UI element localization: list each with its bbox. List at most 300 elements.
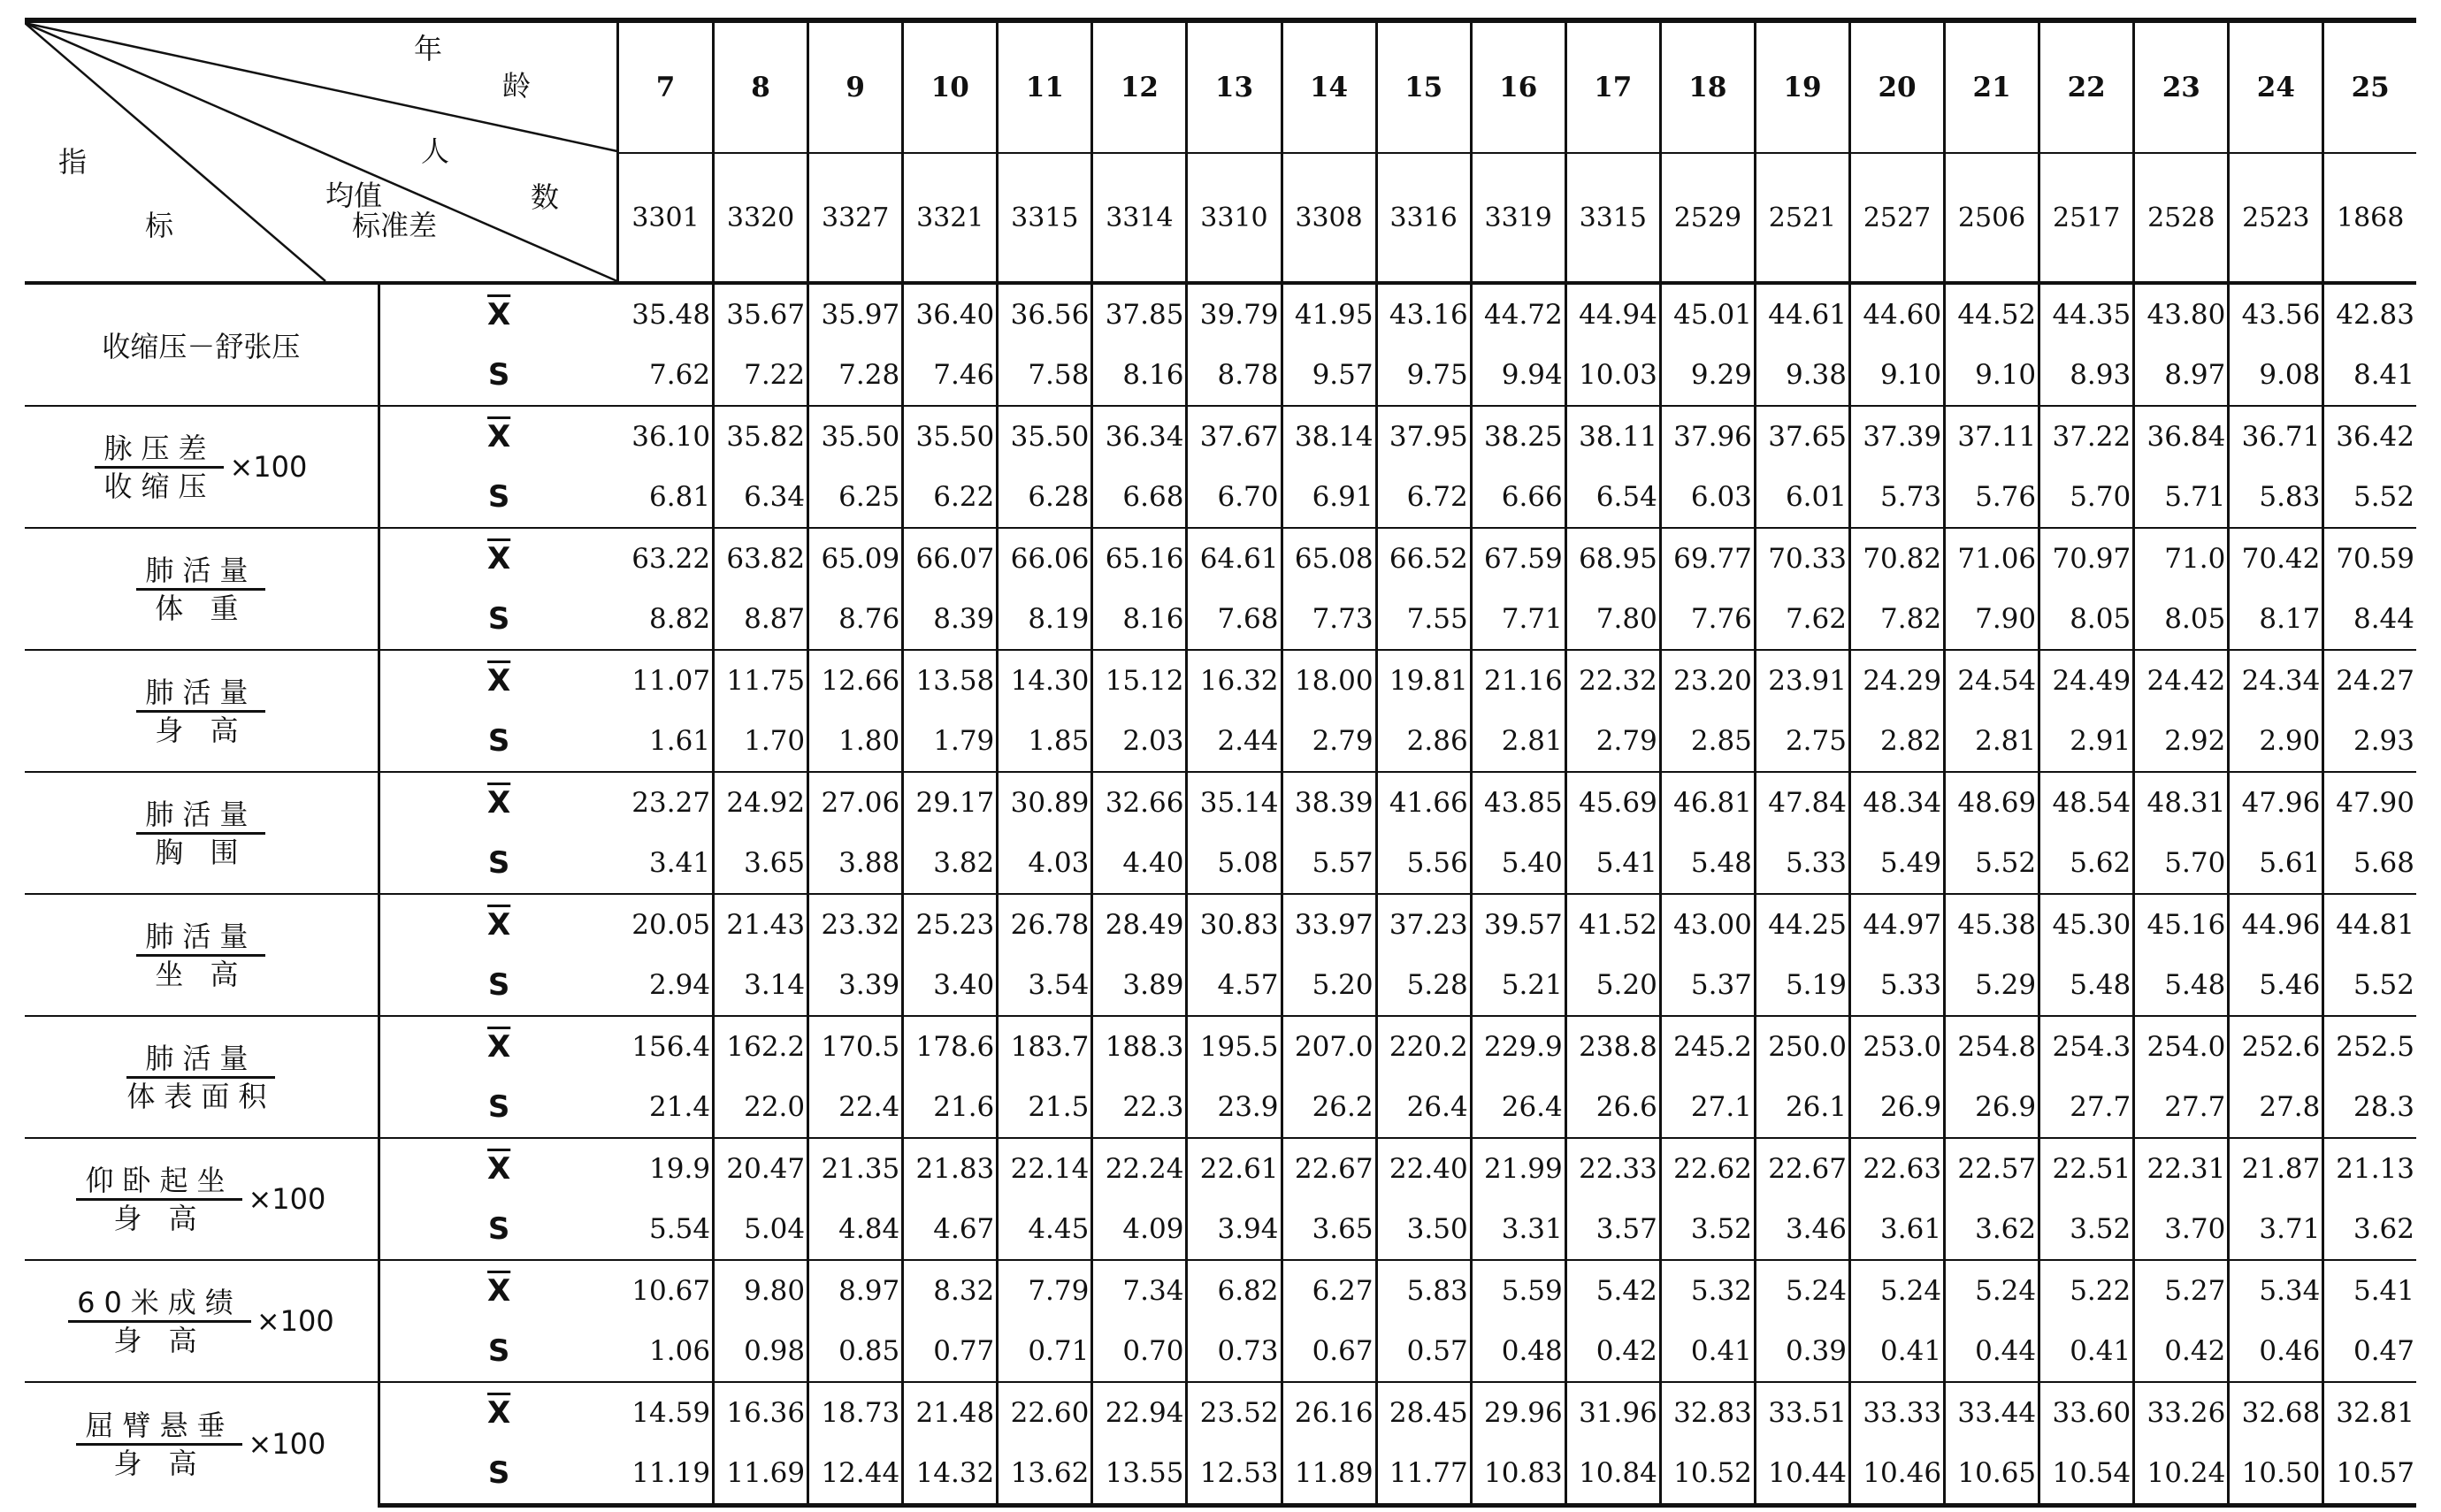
count-header-cell: 2529 [1660, 153, 1755, 283]
mean-value-cell: 23.91 [1755, 650, 1849, 711]
age-header-cell: 18 [1660, 20, 1755, 153]
mean-value-cell: 70.97 [2039, 528, 2134, 589]
sd-value-cell: 5.52 [1945, 833, 2039, 894]
sd-value-cell: 6.54 [1565, 467, 1660, 528]
mean-value-cell: 14.59 [617, 1382, 713, 1443]
sd-value-cell: 0.77 [903, 1321, 998, 1382]
sd-value-cell: 7.58 [998, 345, 1092, 406]
age-header-cell: 21 [1945, 20, 2039, 153]
index-label-cell [25, 650, 379, 772]
mean-value-cell: 10.67 [617, 1260, 713, 1321]
sd-value-cell: 11.19 [617, 1443, 713, 1506]
index-denominator: 体 重 [155, 591, 248, 625]
sd-value-cell: 6.28 [998, 467, 1092, 528]
sd-value-cell: 27.7 [2134, 1077, 2229, 1138]
sd-symbol: S [487, 601, 510, 637]
sd-stat-cell [379, 1321, 617, 1382]
sd-value-cell: 10.84 [1565, 1443, 1660, 1506]
sd-value-cell: 10.03 [1565, 345, 1660, 406]
sd-value-cell: 0.42 [1565, 1321, 1660, 1382]
mean-value-cell: 47.96 [2229, 772, 2323, 833]
mean-value-cell: 45.16 [2134, 894, 2229, 955]
mean-value-cell: 35.14 [1187, 772, 1282, 833]
sd-value-cell: 5.76 [1945, 467, 2039, 528]
sd-value-cell: 4.67 [903, 1199, 998, 1260]
mean-value-cell: 24.34 [2229, 650, 2323, 711]
mean-value-cell: 22.24 [1092, 1138, 1187, 1199]
sd-value-cell: 3.14 [714, 955, 808, 1016]
mean-symbol: $\overline{X}$ [487, 1029, 511, 1065]
sd-value-cell: 26.1 [1755, 1077, 1849, 1138]
mean-value-cell: 36.56 [998, 283, 1092, 345]
mean-value-cell: 24.27 [2323, 650, 2416, 711]
mean-value-cell: 5.41 [2323, 1260, 2416, 1321]
sd-value-cell: 0.41 [1849, 1321, 1944, 1382]
mean-value-cell: 24.29 [1849, 650, 1944, 711]
mean-value-cell: 37.65 [1755, 406, 1849, 467]
sd-value-cell: 0.57 [1376, 1321, 1471, 1382]
sd-value-cell: 5.37 [1660, 955, 1755, 1016]
sd-value-cell: 3.40 [903, 955, 998, 1016]
mean-value-cell: 21.83 [903, 1138, 998, 1199]
sd-value-cell: 5.33 [1755, 833, 1849, 894]
mean-value-cell: 48.34 [1849, 772, 1944, 833]
corner-diagonals [25, 23, 617, 281]
mean-value-cell: 15.12 [1092, 650, 1187, 711]
mean-value-cell: 32.68 [2229, 1382, 2323, 1443]
sd-value-cell: 7.82 [1849, 589, 1944, 650]
sd-value-cell: 6.72 [1376, 467, 1471, 528]
mean-value-cell: 39.57 [1471, 894, 1565, 955]
mean-value-cell: 5.83 [1376, 1260, 1471, 1321]
count-header-cell: 2517 [2039, 153, 2134, 283]
sd-value-cell: 3.82 [903, 833, 998, 894]
sd-value-cell: 10.54 [2039, 1443, 2134, 1506]
mean-value-cell: 33.26 [2134, 1382, 2229, 1443]
sd-value-cell: 9.10 [1849, 345, 1944, 406]
mean-value-cell: 22.67 [1755, 1138, 1849, 1199]
count-header-cell: 3308 [1282, 153, 1376, 283]
mean-value-cell: 22.67 [1282, 1138, 1376, 1199]
mean-symbol: $\overline{X}$ [487, 1395, 511, 1431]
index-multiplier: ×100 [229, 450, 308, 484]
mean-value-cell: 252.6 [2229, 1016, 2323, 1077]
index-label-cell [25, 528, 379, 650]
mean-value-cell: 9.80 [714, 1260, 808, 1321]
corner-sd-label: 标准差 [352, 209, 438, 242]
sd-value-cell: 3.88 [808, 833, 903, 894]
mean-value-cell: 252.5 [2323, 1016, 2416, 1077]
index-fraction [126, 1041, 275, 1114]
age-header-cell: 8 [714, 20, 808, 153]
sd-value-cell: 0.47 [2323, 1321, 2416, 1382]
mean-value-cell: 21.99 [1471, 1138, 1565, 1199]
sd-value-cell: 12.53 [1187, 1443, 1282, 1506]
count-header-cell: 2506 [1945, 153, 2039, 283]
sd-value-cell: 9.75 [1376, 345, 1471, 406]
sd-value-cell: 8.17 [2229, 589, 2323, 650]
sd-value-cell: 2.81 [1945, 711, 2039, 772]
index-label-cell [25, 1138, 379, 1260]
sd-value-cell: 0.98 [714, 1321, 808, 1382]
sd-value-cell: 3.70 [2134, 1199, 2229, 1260]
mean-value-cell: 37.96 [1660, 406, 1755, 467]
mean-value-cell: 188.3 [1092, 1016, 1187, 1077]
sd-value-cell: 5.19 [1755, 955, 1849, 1016]
sd-value-cell: 5.52 [2323, 467, 2416, 528]
sd-value-cell: 2.93 [2323, 711, 2416, 772]
table-row-mean [25, 894, 2416, 955]
sd-value-cell: 3.57 [1565, 1199, 1660, 1260]
mean-value-cell: 42.83 [2323, 283, 2416, 345]
mean-value-cell: 35.67 [714, 283, 808, 345]
sd-value-cell: 8.19 [998, 589, 1092, 650]
sd-value-cell: 5.48 [2039, 955, 2134, 1016]
table-row-mean [25, 1382, 2416, 1443]
sd-value-cell: 0.67 [1282, 1321, 1376, 1382]
sd-stat-cell [379, 711, 617, 772]
sd-value-cell: 6.81 [617, 467, 713, 528]
mean-value-cell: 5.24 [1945, 1260, 2039, 1321]
mean-value-cell: 5.32 [1660, 1260, 1755, 1321]
mean-value-cell: 18.00 [1282, 650, 1376, 711]
age-header-cell: 20 [1849, 20, 1944, 153]
sd-value-cell: 2.79 [1565, 711, 1660, 772]
sd-value-cell: 10.50 [2229, 1443, 2323, 1506]
sd-value-cell: 5.21 [1471, 955, 1565, 1016]
index-fraction [136, 675, 265, 748]
mean-symbol: $\overline{X}$ [487, 785, 511, 821]
index-numerator: 肺活量 [136, 675, 265, 713]
sd-value-cell: 5.29 [1945, 955, 2039, 1016]
sd-stat-cell [379, 467, 617, 528]
table-row-mean [25, 406, 2416, 467]
sd-symbol: S [487, 357, 510, 393]
mean-stat-cell [379, 406, 617, 467]
mean-value-cell: 41.95 [1282, 283, 1376, 345]
sd-value-cell: 7.62 [1755, 589, 1849, 650]
sd-value-cell: 5.20 [1565, 955, 1660, 1016]
mean-value-cell: 170.5 [808, 1016, 903, 1077]
sd-value-cell: 9.08 [2229, 345, 2323, 406]
sd-value-cell: 12.44 [808, 1443, 903, 1506]
sd-value-cell: 9.10 [1945, 345, 2039, 406]
mean-value-cell: 22.33 [1565, 1138, 1660, 1199]
sd-value-cell: 3.52 [2039, 1199, 2134, 1260]
mean-value-cell: 43.00 [1660, 894, 1755, 955]
sd-value-cell: 3.65 [714, 833, 808, 894]
index-denominator: 身 高 [155, 713, 248, 747]
age-header-cell: 12 [1092, 20, 1187, 153]
mean-value-cell: 30.89 [998, 772, 1092, 833]
sd-value-cell: 8.16 [1092, 589, 1187, 650]
mean-value-cell: 7.79 [998, 1260, 1092, 1321]
table-row-mean [25, 1016, 2416, 1077]
sd-value-cell: 21.4 [617, 1077, 713, 1138]
sd-value-cell: 10.46 [1849, 1443, 1944, 1506]
mean-value-cell: 156.4 [617, 1016, 713, 1077]
sd-value-cell: 1.61 [617, 711, 713, 772]
mean-value-cell: 44.60 [1849, 283, 1944, 345]
mean-value-cell: 5.59 [1471, 1260, 1565, 1321]
sd-value-cell: 26.4 [1471, 1077, 1565, 1138]
index-multiplier: ×100 [256, 1304, 334, 1338]
corner-mean-label: 均值 [325, 179, 383, 212]
mean-value-cell: 45.38 [1945, 894, 2039, 955]
count-header-cell: 1868 [2323, 153, 2416, 283]
mean-value-cell: 47.84 [1755, 772, 1849, 833]
mean-value-cell: 32.81 [2323, 1382, 2416, 1443]
statistics-table-sheet [25, 18, 2416, 1508]
sd-value-cell: 0.70 [1092, 1321, 1187, 1382]
sd-value-cell: 7.28 [808, 345, 903, 406]
mean-value-cell: 66.52 [1376, 528, 1471, 589]
index-numerator: 屈臂悬垂 [76, 1408, 242, 1446]
mean-value-cell: 13.58 [903, 650, 998, 711]
table-row-sd [25, 589, 2416, 650]
sd-value-cell: 8.97 [2134, 345, 2229, 406]
sd-value-cell: 10.65 [1945, 1443, 2039, 1506]
sd-stat-cell [379, 1199, 617, 1260]
mean-value-cell: 32.83 [1660, 1382, 1755, 1443]
sd-value-cell: 5.48 [1660, 833, 1755, 894]
sd-value-cell: 7.76 [1660, 589, 1755, 650]
index-numerator: 仰卧起坐 [76, 1163, 242, 1201]
index-label-cell [25, 283, 379, 406]
sd-value-cell: 1.06 [617, 1321, 713, 1382]
sd-value-cell: 5.08 [1187, 833, 1282, 894]
statistics-table [25, 18, 2416, 1508]
sd-value-cell: 3.46 [1755, 1199, 1849, 1260]
mean-value-cell: 22.57 [1945, 1138, 2039, 1199]
mean-value-cell: 43.16 [1376, 283, 1471, 345]
mean-value-cell: 63.22 [617, 528, 713, 589]
sd-value-cell: 27.7 [2039, 1077, 2134, 1138]
sd-value-cell: 5.83 [2229, 467, 2323, 528]
mean-value-cell: 47.90 [2323, 772, 2416, 833]
mean-value-cell: 43.80 [2134, 283, 2229, 345]
index-label-cell [25, 1016, 379, 1138]
count-header-cell: 2523 [2229, 153, 2323, 283]
sd-value-cell: 10.57 [2323, 1443, 2416, 1506]
mean-stat-cell [379, 1260, 617, 1321]
sd-value-cell: 8.16 [1092, 345, 1187, 406]
mean-value-cell: 183.7 [998, 1016, 1092, 1077]
mean-value-cell: 162.2 [714, 1016, 808, 1077]
corner-count-label-2: 数 [531, 180, 560, 214]
count-header-cell: 3320 [714, 153, 808, 283]
sd-symbol: S [487, 1211, 510, 1247]
index-label-cell [25, 894, 379, 1016]
sd-value-cell: 26.9 [1849, 1077, 1944, 1138]
mean-value-cell: 71.06 [1945, 528, 2039, 589]
sd-value-cell: 8.78 [1187, 345, 1282, 406]
sd-value-cell: 4.84 [808, 1199, 903, 1260]
sd-value-cell: 5.28 [1376, 955, 1471, 1016]
sd-value-cell: 26.2 [1282, 1077, 1376, 1138]
mean-value-cell: 38.11 [1565, 406, 1660, 467]
mean-value-cell: 37.85 [1092, 283, 1187, 345]
mean-value-cell: 178.6 [903, 1016, 998, 1077]
sd-value-cell: 5.41 [1565, 833, 1660, 894]
mean-value-cell: 33.44 [1945, 1382, 2039, 1443]
sd-value-cell: 2.44 [1187, 711, 1282, 772]
mean-value-cell: 48.31 [2134, 772, 2229, 833]
sd-value-cell: 5.20 [1282, 955, 1376, 1016]
index-label-cell [25, 1382, 379, 1506]
sd-value-cell: 3.89 [1092, 955, 1187, 1016]
sd-value-cell: 5.62 [2039, 833, 2134, 894]
sd-value-cell: 6.03 [1660, 467, 1755, 528]
table-row-mean [25, 650, 2416, 711]
mean-value-cell: 33.97 [1282, 894, 1376, 955]
mean-value-cell: 22.31 [2134, 1138, 2229, 1199]
mean-value-cell: 22.60 [998, 1382, 1092, 1443]
sd-value-cell: 0.85 [808, 1321, 903, 1382]
mean-value-cell: 67.59 [1471, 528, 1565, 589]
mean-value-cell: 44.94 [1565, 283, 1660, 345]
mean-value-cell: 70.42 [2229, 528, 2323, 589]
mean-value-cell: 5.24 [1755, 1260, 1849, 1321]
sd-value-cell: 6.91 [1282, 467, 1376, 528]
age-header-cell: 17 [1565, 20, 1660, 153]
mean-value-cell: 8.32 [903, 1260, 998, 1321]
sd-value-cell: 23.9 [1187, 1077, 1282, 1138]
count-header-cell: 3315 [998, 153, 1092, 283]
index-numerator: 肺活量 [136, 553, 265, 591]
sd-stat-cell [379, 955, 617, 1016]
mean-value-cell: 28.45 [1376, 1382, 1471, 1443]
index-denominator: 身 高 [113, 1201, 206, 1235]
mean-stat-cell [379, 894, 617, 955]
count-header-cell: 3319 [1471, 153, 1565, 283]
age-header-cell: 16 [1471, 20, 1565, 153]
mean-value-cell: 46.81 [1660, 772, 1755, 833]
sd-value-cell: 5.04 [714, 1199, 808, 1260]
mean-value-cell: 43.85 [1471, 772, 1565, 833]
mean-value-cell: 35.48 [617, 283, 713, 345]
sd-value-cell: 1.85 [998, 711, 1092, 772]
mean-value-cell: 22.51 [2039, 1138, 2134, 1199]
sd-value-cell: 3.41 [617, 833, 713, 894]
age-header-cell: 14 [1282, 20, 1376, 153]
mean-value-cell: 68.95 [1565, 528, 1660, 589]
sd-value-cell: 8.82 [617, 589, 713, 650]
count-header-cell: 3301 [617, 153, 713, 283]
mean-value-cell: 69.77 [1660, 528, 1755, 589]
sd-value-cell: 0.73 [1187, 1321, 1282, 1382]
sd-value-cell: 5.70 [2039, 467, 2134, 528]
mean-value-cell: 37.67 [1187, 406, 1282, 467]
table-row-sd [25, 1443, 2416, 1506]
mean-value-cell: 32.66 [1092, 772, 1187, 833]
mean-stat-cell [379, 650, 617, 711]
sd-value-cell: 7.80 [1565, 589, 1660, 650]
count-header-cell: 2521 [1755, 153, 1849, 283]
age-header-cell: 24 [2229, 20, 2323, 153]
mean-value-cell: 22.32 [1565, 650, 1660, 711]
index-numerator: 脉压差 [95, 431, 224, 469]
sd-value-cell: 6.68 [1092, 467, 1187, 528]
mean-value-cell: 38.14 [1282, 406, 1376, 467]
mean-value-cell: 37.22 [2039, 406, 2134, 467]
sd-value-cell: 13.55 [1092, 1443, 1187, 1506]
mean-value-cell: 5.42 [1565, 1260, 1660, 1321]
sd-value-cell: 11.69 [714, 1443, 808, 1506]
age-header-cell: 13 [1187, 20, 1282, 153]
mean-value-cell: 65.08 [1282, 528, 1376, 589]
age-header-cell: 19 [1755, 20, 1849, 153]
sd-value-cell: 0.71 [998, 1321, 1092, 1382]
index-fraction [76, 1163, 242, 1236]
mean-value-cell: 39.79 [1187, 283, 1282, 345]
mean-value-cell: 29.17 [903, 772, 998, 833]
mean-value-cell: 48.69 [1945, 772, 2039, 833]
sd-value-cell: 13.62 [998, 1443, 1092, 1506]
sd-value-cell: 7.55 [1376, 589, 1471, 650]
sd-value-cell: 26.6 [1565, 1077, 1660, 1138]
mean-value-cell: 41.52 [1565, 894, 1660, 955]
sd-value-cell: 5.70 [2134, 833, 2229, 894]
mean-value-cell: 43.56 [2229, 283, 2323, 345]
mean-value-cell: 14.30 [998, 650, 1092, 711]
table-row-mean [25, 528, 2416, 589]
sd-value-cell: 27.8 [2229, 1077, 2323, 1138]
mean-value-cell: 70.33 [1755, 528, 1849, 589]
sd-value-cell: 5.73 [1849, 467, 1944, 528]
table-row-sd [25, 955, 2416, 1016]
sd-value-cell: 21.5 [998, 1077, 1092, 1138]
sd-value-cell: 3.62 [1945, 1199, 2039, 1260]
sd-value-cell: 5.68 [2323, 833, 2416, 894]
sd-value-cell: 2.79 [1282, 711, 1376, 772]
sd-symbol: S [487, 845, 510, 881]
sd-value-cell: 3.54 [998, 955, 1092, 1016]
corner-index-label-1: 指 [58, 145, 88, 179]
mean-value-cell: 23.27 [617, 772, 713, 833]
sd-value-cell: 4.40 [1092, 833, 1187, 894]
mean-value-cell: 36.34 [1092, 406, 1187, 467]
index-label: 收缩压－舒张压 [102, 330, 301, 363]
index-denominator: 身 高 [113, 1323, 206, 1357]
mean-value-cell: 5.34 [2229, 1260, 2323, 1321]
mean-value-cell: 30.83 [1187, 894, 1282, 955]
index-fraction [136, 553, 265, 626]
index-label-cell [25, 772, 379, 894]
mean-value-cell: 26.16 [1282, 1382, 1376, 1443]
sd-value-cell: 3.65 [1282, 1199, 1376, 1260]
sd-value-cell: 3.39 [808, 955, 903, 1016]
table-row-sd [25, 833, 2416, 894]
sd-value-cell: 2.75 [1755, 711, 1849, 772]
sd-value-cell: 0.44 [1945, 1321, 2039, 1382]
age-header-row [25, 20, 2416, 153]
sd-value-cell: 6.01 [1755, 467, 1849, 528]
mean-value-cell: 66.07 [903, 528, 998, 589]
sd-value-cell: 5.61 [2229, 833, 2323, 894]
mean-value-cell: 44.96 [2229, 894, 2323, 955]
sd-value-cell: 6.70 [1187, 467, 1282, 528]
sd-symbol: S [487, 967, 510, 1003]
mean-value-cell: 45.30 [2039, 894, 2134, 955]
mean-value-cell: 44.61 [1755, 283, 1849, 345]
sd-value-cell: 8.05 [2134, 589, 2229, 650]
age-header-cell: 25 [2323, 20, 2416, 153]
index-numerator: 60米成绩 [68, 1285, 251, 1323]
count-header-cell: 2527 [1849, 153, 1944, 283]
mean-value-cell: 44.52 [1945, 283, 2039, 345]
mean-value-cell: 245.2 [1660, 1016, 1755, 1077]
